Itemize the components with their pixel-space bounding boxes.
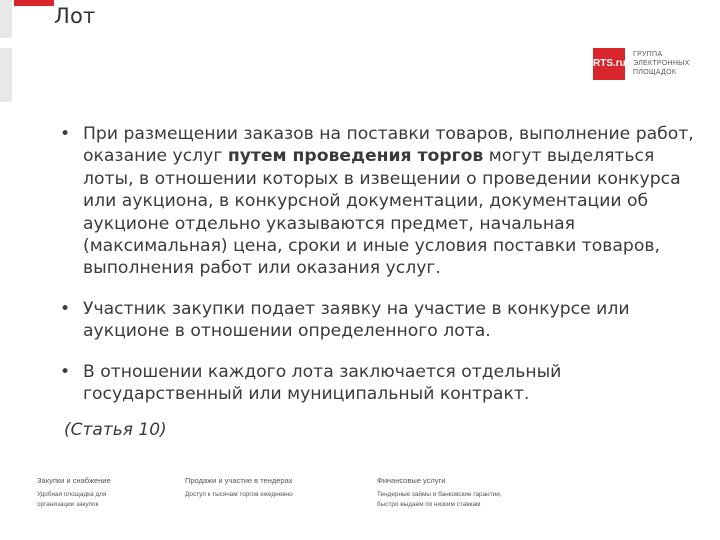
footer-heading: Закупки и снабжение	[37, 476, 111, 485]
bullet-text: Участник закупки подает заявку на участие в конкурсе или аукционе в отношении определенного лота.	[83, 298, 630, 342]
bullet-bold-text: путем проведения торгов	[227, 146, 484, 167]
footer-heading: Продажи и участие в тендерах	[185, 476, 293, 485]
bullet-marker: •	[60, 298, 71, 319]
bullet-item	[58, 298, 698, 343]
footer-subtext: Удобная площадка для организации закупок	[37, 491, 107, 508]
bullet-marker: •	[60, 124, 71, 144]
company-logo	[593, 48, 703, 80]
slide-title: Лот	[54, 4, 96, 28]
footer-column-sales	[185, 476, 375, 500]
footer-subtext: Доступ к тысячам торгов ежедневно	[185, 491, 293, 498]
footer-subtext: Тендерные займы и банковские гарантии, быстро выдаем по низким ставкам	[377, 491, 502, 508]
slide-body	[58, 123, 698, 442]
side-bar-decoration-lower	[0, 48, 12, 102]
article-citation: (Статья 10)	[64, 420, 167, 441]
accent-strip	[14, 0, 54, 6]
bullet-text: При размещении заказов на поставки товаров, выполнение работ, оказание услуг	[83, 124, 694, 167]
bullet-text: В отношении каждого лота заключается отдельный государственный или муниципальный контракт.	[83, 361, 562, 405]
bullet-text-continued: могут выделяться лоты, в отношении которых в извещении о проведении конкурса или аукциона, в конкурсной документации, документации об аукционе отдельно указываются предмет, начальная (максимальная) цена, сроки и иные условия поставки товаров, выполнения работ или оказания услуг.	[83, 146, 681, 279]
footer	[37, 476, 697, 516]
bullet-item	[58, 123, 698, 280]
logo-caption: ГРУППА ЭЛЕКТРОННЫХ ПЛОЩАДОК	[633, 51, 690, 76]
side-bar-decoration	[0, 0, 12, 38]
bullet-marker: •	[60, 361, 71, 382]
footer-heading: Финансовые услуги	[377, 476, 446, 485]
footer-column-procurement	[37, 476, 187, 510]
footer-column-finance	[377, 476, 597, 510]
logo-mark: RTS.ru	[593, 48, 625, 80]
bullet-item	[58, 361, 698, 406]
